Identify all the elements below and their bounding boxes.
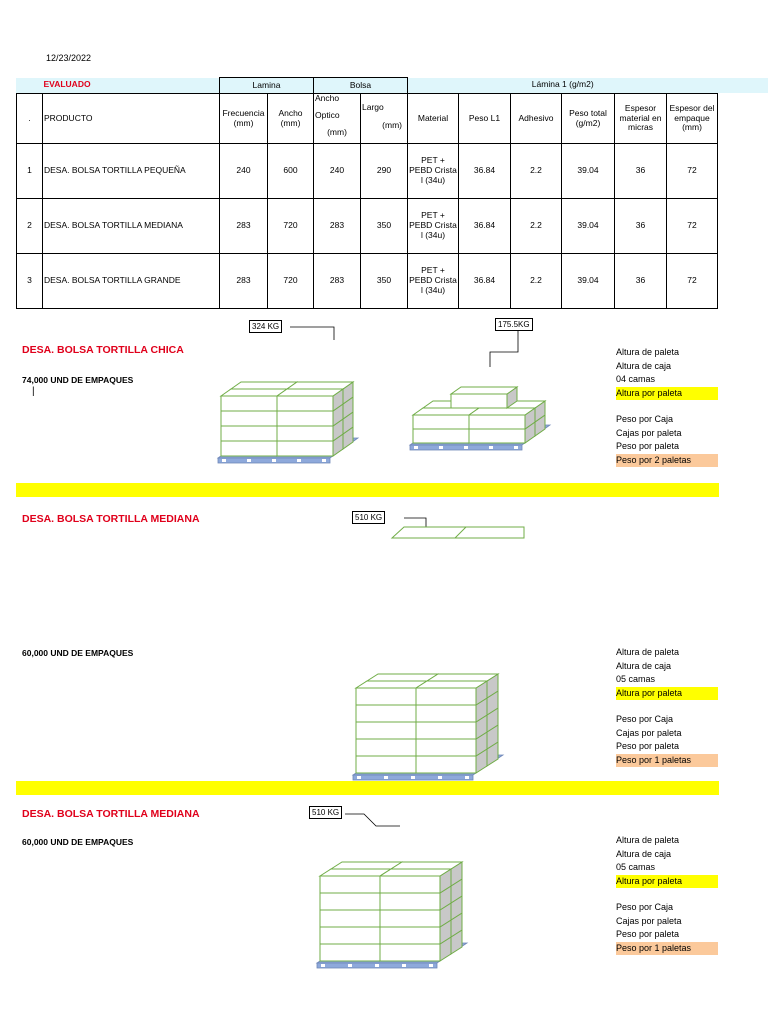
row-frecuencia: 240 xyxy=(220,144,268,199)
box-top xyxy=(469,408,535,415)
box-top xyxy=(413,408,479,415)
pallet-slot xyxy=(439,446,443,449)
pallet-slot xyxy=(465,776,469,779)
pallet-slot xyxy=(272,459,276,462)
row-frecuencia: 283 xyxy=(220,254,268,309)
row-ancho-optico: 283 xyxy=(314,254,361,309)
box-front xyxy=(380,927,440,944)
table-row xyxy=(17,199,718,254)
info-label: Peso por Caja xyxy=(616,414,674,424)
pallet-slot xyxy=(438,776,442,779)
box-front xyxy=(320,876,380,893)
row-ancho: 720 xyxy=(268,199,314,254)
pallet-slot xyxy=(414,446,418,449)
box-front xyxy=(416,722,476,739)
info-label-highlight: Peso por 2 paletas xyxy=(616,454,718,468)
col-frecuencia-header: Frecuencia (mm) xyxy=(220,94,268,144)
section-title: DESA. BOLSA TORTILLA MEDIANA xyxy=(22,808,200,820)
row-adhesivo: 2.2 xyxy=(511,144,562,199)
row-material: PET + PEBD Crista l (34u) xyxy=(408,144,459,199)
row-ancho-optico: 283 xyxy=(314,199,361,254)
col-producto-header: PRODUCTO xyxy=(43,94,220,144)
col-material-header: Material xyxy=(408,94,459,144)
row-ancho: 720 xyxy=(268,254,314,309)
info-label: Altura de paleta xyxy=(616,835,680,845)
col-ancho-optico-line3: (mm) xyxy=(327,126,347,137)
box-front xyxy=(380,910,440,927)
row-producto: DESA. BOLSA TORTILLA PEQUEÑA xyxy=(43,144,220,199)
info-label: Cajas por paleta xyxy=(616,727,682,738)
box-front xyxy=(380,893,440,910)
row-peso-l1: 36.84 xyxy=(459,254,511,309)
weight-label: 510 KG xyxy=(309,806,342,819)
weight-label: 324 KG xyxy=(249,320,282,333)
box-top xyxy=(391,862,462,869)
box-front xyxy=(320,910,380,927)
group-lamina: Lamina xyxy=(220,78,314,94)
box-front xyxy=(416,705,476,722)
row-adhesivo: 2.2 xyxy=(511,254,562,309)
evaluado-label: EVALUADO xyxy=(43,79,91,90)
section-title: DESA. BOLSA TORTILLA CHICA xyxy=(22,344,184,356)
box-front xyxy=(356,722,416,739)
pallet-slot xyxy=(222,459,226,462)
units-label: 60,000 UND DE EMPAQUES xyxy=(22,648,134,658)
row-frecuencia: 283 xyxy=(220,199,268,254)
row-ancho-optico: 240 xyxy=(314,144,361,199)
row-peso-l1: 36.84 xyxy=(459,199,511,254)
col-adhesivo-header: Adhesivo xyxy=(511,94,562,144)
separator-band xyxy=(16,781,719,795)
col-ancho-header: Ancho (mm) xyxy=(268,94,314,144)
pallet-slot xyxy=(489,446,493,449)
box-top xyxy=(416,681,487,688)
info-label-highlight: Altura por paleta xyxy=(616,875,718,889)
box-front xyxy=(356,739,416,756)
pallet-slot xyxy=(322,459,326,462)
info-labels-2 xyxy=(616,646,718,767)
row-producto: DESA. BOLSA TORTILLA MEDIANA xyxy=(43,199,220,254)
box-top xyxy=(277,389,343,396)
row-largo: 350 xyxy=(361,254,408,309)
pallet-slot xyxy=(514,446,518,449)
info-label-highlight: Altura por paleta xyxy=(616,687,718,701)
product-table xyxy=(16,77,718,309)
info-label: 05 camas xyxy=(616,674,656,684)
row-material: PET + PEBD Crista l (34u) xyxy=(408,254,459,309)
box-front xyxy=(380,876,440,893)
table-row xyxy=(17,144,718,199)
pallet-diagram-3 xyxy=(0,0,1,1)
box-top xyxy=(287,382,353,389)
info-label: Peso por paleta xyxy=(616,929,680,939)
row-peso-total: 39.04 xyxy=(562,254,615,309)
row-num: 2 xyxy=(17,199,43,254)
row-num: 1 xyxy=(17,144,43,199)
pallet-slot xyxy=(247,459,251,462)
box-front xyxy=(277,441,333,456)
pallet-slot xyxy=(464,446,468,449)
box-front xyxy=(277,426,333,441)
box-front xyxy=(413,429,469,443)
row-espesor-material: 36 xyxy=(615,254,667,309)
pallet-slot xyxy=(411,776,415,779)
pallet-slot xyxy=(384,776,388,779)
info-label: Cajas por paleta xyxy=(616,427,682,438)
row-peso-total: 39.04 xyxy=(562,144,615,199)
box-front xyxy=(221,396,277,411)
info-label: Altura de caja xyxy=(616,848,672,859)
date-label: 12/23/2022 xyxy=(46,53,92,63)
col-ancho-optico-line1: Ancho xyxy=(315,93,340,103)
separator-band xyxy=(16,483,719,497)
text-cursor: | xyxy=(32,386,35,397)
box-front xyxy=(221,441,277,456)
box-front xyxy=(320,893,380,910)
box-top xyxy=(331,862,402,869)
box-front xyxy=(277,396,333,411)
info-label: 04 camas xyxy=(616,374,656,384)
box-front xyxy=(416,756,476,773)
info-labels-3 xyxy=(616,834,718,955)
box-top xyxy=(367,674,438,681)
col-espesor-empaque-header: Espesor del empaque (mm) xyxy=(667,94,718,144)
row-espesor-material: 36 xyxy=(615,144,667,199)
box-front xyxy=(320,944,380,961)
box-front xyxy=(380,944,440,961)
pallet-slot xyxy=(357,776,361,779)
info-labels-1 xyxy=(616,346,718,467)
row-producto: DESA. BOLSA TORTILLA GRANDE xyxy=(43,254,220,309)
box-front xyxy=(356,705,416,722)
box-front xyxy=(416,739,476,756)
row-largo: 290 xyxy=(361,144,408,199)
units-label: 60,000 UND DE EMPAQUES xyxy=(22,837,134,847)
info-label: Altura de paleta xyxy=(616,347,680,357)
pallet-slot xyxy=(402,964,406,967)
col-ancho-optico-line2: Optico xyxy=(315,109,340,120)
row-espesor-material: 36 xyxy=(615,199,667,254)
box-front xyxy=(416,688,476,705)
row-ancho: 600 xyxy=(268,144,314,199)
box-front xyxy=(451,394,507,408)
box-top xyxy=(380,869,451,876)
row-largo: 350 xyxy=(361,199,408,254)
pallet-slot xyxy=(297,459,301,462)
col-peso-l1-header: Peso L1 xyxy=(459,94,511,144)
box-front xyxy=(221,426,277,441)
box-top xyxy=(427,674,498,681)
weight-label: 175.5KG xyxy=(495,318,533,331)
row-peso-total: 39.04 xyxy=(562,199,615,254)
box-front xyxy=(356,688,416,705)
col-largo-line2: (mm) xyxy=(382,119,402,130)
weight-label: 510 KG xyxy=(352,511,385,524)
box-front xyxy=(356,756,416,773)
info-label: Altura de paleta xyxy=(616,647,680,657)
pallet-slot xyxy=(321,964,325,967)
info-label: Peso por Caja xyxy=(616,714,674,724)
info-label-highlight: Peso por 1 paletas xyxy=(616,942,718,956)
box-top xyxy=(231,382,297,389)
group-lamina1: Lámina 1 (g/m2) xyxy=(531,79,594,90)
info-label-highlight: Peso por 1 paletas xyxy=(616,754,718,768)
col-peso-total-header: Peso total (g/m2) xyxy=(562,94,615,144)
row-num: 3 xyxy=(17,254,43,309)
row-espesor-empaque: 72 xyxy=(667,199,718,254)
pallet-slot xyxy=(348,964,352,967)
box-front xyxy=(277,411,333,426)
box-front xyxy=(413,415,469,429)
box-top xyxy=(356,681,427,688)
row-peso-l1: 36.84 xyxy=(459,144,511,199)
col-espesor-material-header: Espesor material en micras xyxy=(615,94,667,144)
box-top xyxy=(451,387,517,394)
box-top xyxy=(320,869,391,876)
table-row xyxy=(17,254,718,309)
info-label: Peso por paleta xyxy=(616,441,680,451)
box-front xyxy=(469,429,525,443)
group-bolsa: Bolsa xyxy=(314,78,408,94)
info-label: 05 camas xyxy=(616,862,656,872)
col-largo-line1: Largo xyxy=(362,102,384,112)
box-front xyxy=(469,415,525,429)
row-material: PET + PEBD Crista l (34u) xyxy=(408,199,459,254)
row-espesor-empaque: 72 xyxy=(667,254,718,309)
info-label-highlight: Altura por paleta xyxy=(616,387,718,401)
info-label: Peso por paleta xyxy=(616,741,680,751)
box-top xyxy=(221,389,287,396)
units-label: 74,000 UND DE EMPAQUES xyxy=(22,375,134,385)
box-front xyxy=(221,411,277,426)
section-title: DESA. BOLSA TORTILLA MEDIANA xyxy=(22,513,200,525)
row-adhesivo: 2.2 xyxy=(511,199,562,254)
info-label: Peso por Caja xyxy=(616,902,674,912)
info-label: Altura de caja xyxy=(616,660,672,671)
col-num-header: . xyxy=(17,94,43,144)
info-label: Altura de caja xyxy=(616,360,672,371)
pallet-slot xyxy=(375,964,379,967)
pallet-slot xyxy=(429,964,433,967)
box-front xyxy=(320,927,380,944)
row-espesor-empaque: 72 xyxy=(667,144,718,199)
info-label: Cajas por paleta xyxy=(616,915,682,926)
